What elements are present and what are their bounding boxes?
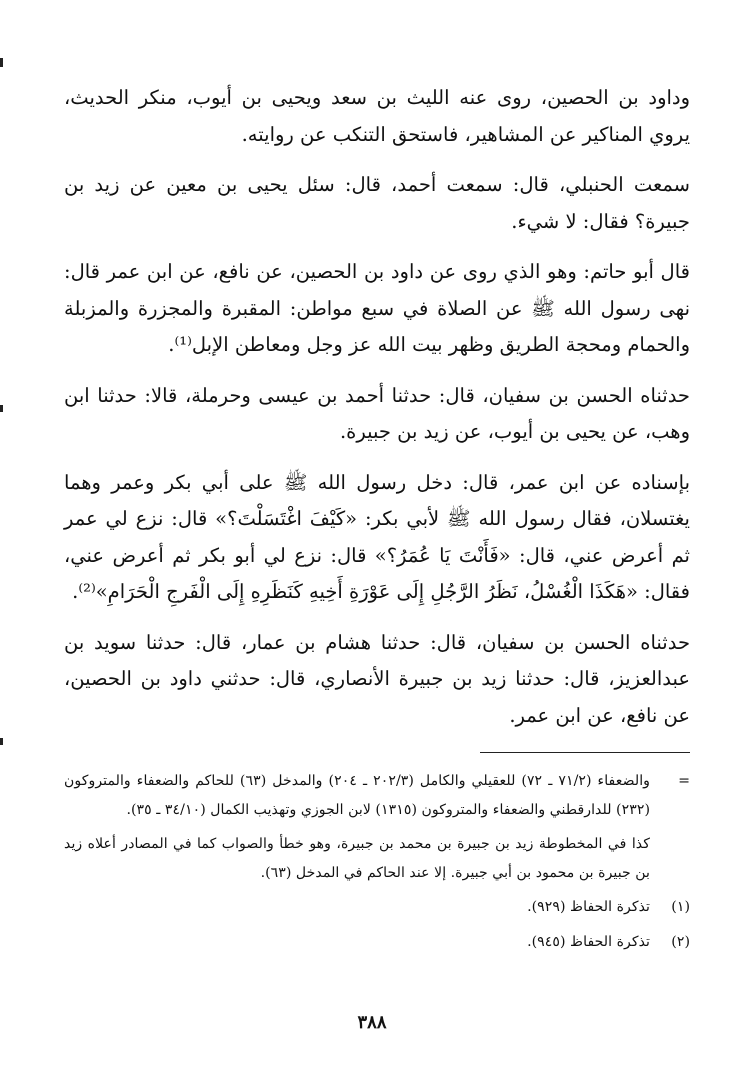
footnote-1-mark: (١)	[671, 899, 690, 915]
paragraph-2: سمعت الحنبلي، قال: سمعت أحمد، قال: سئل يحيى بن معين عن زيد بن جبيرة؟ فقال: لا شيء.	[64, 173, 690, 233]
paragraph-4: حدثناه الحسن بن سفيان، قال: حدثنا أحمد بن عيسى وحرملة، قالا: حدثنا ابن وهب، عن يحيى بن أيوب، عن زيد بن جبيرة.	[64, 383, 690, 443]
paragraph-3: قال أبو حاتم: وهو الذي روى عن داود بن الحصين، عن نافع، عن ابن عمر قال: نهى رسول الله ﷺ عن الصلاة في سبع مواطن: المقبرة والمجزرة والمزبلة والحمام ومحجة الطريق وظهر بيت الله عز وجل ومعاطن الإبل⁽¹⁾.	[64, 260, 690, 356]
continuation-text: والضعفاء (٧١/٢ ـ ٧٢) للعقيلي والكامل (٢٠٢/٣ ـ ٢٠٤) والمدخل (٦٣) للحاكم والضعفاء والمتروكون (٢٣٢) للدارقطني والضعفاء والمتروكون (١٣١٥) لابن الجوزي وتهذيب الكمال (٣٤/١٠ ـ ٣٥).	[64, 773, 650, 818]
footnote-divider	[480, 752, 690, 753]
page-number: ٣٨٨	[357, 1012, 387, 1033]
paragraph-6: حدثناه الحسن بن سفيان، قال: حدثنا هشام بن عمار، قال: حدثنا سويد بن عبدالعزيز، قال: حدثنا زيد بن جبيرة الأنصاري، قال: حدثني داود بن الحصين، عن نافع، عن ابن عمر.	[64, 630, 690, 727]
footnote-1	[64, 893, 690, 922]
paragraph-5: بإسناده عن ابن عمر، قال: دخل رسول الله ﷺ على أبي بكر وعمر وهما يغتسلان، فقال رسول الله ﷺ لأبي بكر: «كَيْفَ اغْتَسَلْتَ؟» قال: نزع لي عمر ثم أعرض عني، قال: «فَأَنْتَ يَا عُمَرُ؟» قال: نزع لي أبو بكر ثم أعرض عني، فقال: «هَكَذَا الْغُسْلُ، نَظَرُ الرَّجُلِ إِلَى عَوْرَةِ أَخِيهِ كَنَظَرِهِ إِلَى الْفَرجِ الْحَرَامِ»⁽²⁾.	[64, 470, 690, 603]
scan-edge-mark	[0, 405, 3, 412]
continuation-mark: =	[678, 773, 690, 789]
footnote-continuation	[64, 767, 690, 824]
footnote-2-text: تذكرة الحفاظ (٩٤٥).	[527, 933, 650, 950]
page-body	[64, 80, 690, 962]
paragraph-1: وداود بن الحصين، روى عنه الليث بن سعد ويحيى بن أيوب، منكر الحديث، يروي المناكير عن المشاهير، فاستحق التنكب عن روايته.	[64, 86, 690, 146]
footnote-2	[64, 928, 690, 957]
footnote-note: كذا في المخطوطة زيد بن جبيرة بن محمد بن جبيرة، وهو خطأ والصواب كما في المصادر أعلاه زيد بن جبيرة بن محمود بن أبي جبيرة. إلا عند الحاكم في المدخل (٦٣).	[64, 836, 650, 881]
scan-edge-mark	[0, 738, 3, 745]
footnote-2-mark: (٢)	[671, 933, 690, 950]
footnote-1-text: تذكرة الحفاظ (٩٢٩).	[527, 899, 650, 915]
scan-edge-mark	[0, 58, 3, 67]
